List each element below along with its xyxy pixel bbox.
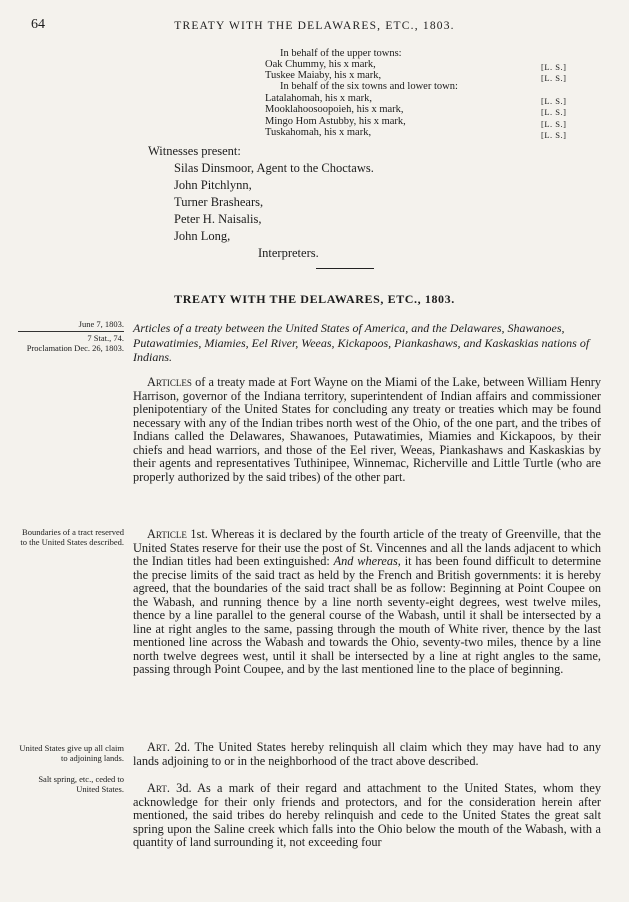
- margin-note-relinquish: United States give up all claim to adjoining lands.: [19, 743, 124, 763]
- signatory: Mingo Hom Astubby, his x mark,: [265, 116, 406, 127]
- statute-citation: 7 Stat., 74.: [87, 333, 124, 343]
- article-1-lead: Article: [147, 527, 187, 541]
- treaty-description: Articles of a treaty between the United States of America, and the Delawares, Shawanoes, Putawatimies, Miamies, Eel River, Weeas, Kickapoos, Piankashaws, and Kaskaskias nations of Indians.: [133, 321, 590, 364]
- seal-mark: [L. S.]: [541, 73, 567, 83]
- article-1-text: 1st. Whereas it is declared by the fourth article of the treaty of Greenville, that the United States reserve for their use the post of St. Vincennes and all the lands adjacent to which the Indian titles had been extinguished:: [133, 527, 601, 568]
- witnesses-label: Witnesses present:: [148, 144, 241, 158]
- margin-rule: [18, 331, 124, 332]
- seal-mark: [L. S.]: [541, 96, 567, 106]
- signatory: Tuskee Maiaby, his x mark,: [265, 70, 382, 81]
- margin-note-salt: Salt spring, etc., ceded to United States.: [38, 774, 124, 794]
- preamble-lead: Articles: [147, 375, 192, 389]
- signatory: Tuskahomah, his x mark,: [265, 127, 372, 138]
- article-2-paragraph: [133, 741, 601, 768]
- treaty-title: TREATY WITH THE DELAWARES, ETC., 1803.: [174, 292, 455, 306]
- article-1-text-cont: it has been found difficult to determine the precise limits of the said tract as held by the French and British governments: it is hereby agreed, that the boundaries of the said tract shall be as follow: Beginning at Point Coupee on the Wabash, and running thence by a line north seventy-eight degrees, west twelve miles, thence by a line parallel to the general course of the Wabash, until it shall be intersected by a line at right angles to the same, passing through the mouth of White river, thence by the last mentioned line across the Wabash and towards the Ohio, seventy-two miles, thence by a line north twelve degrees west, until it shall be intersected by a line at right angles to the same, passing through Point Coupee, and by the last mentioned line to the place of beginning.: [133, 554, 601, 676]
- seal-mark: [L. S.]: [541, 107, 567, 117]
- margin-note-boundaries: Boundaries of a tract reserved to the United States described.: [20, 527, 124, 547]
- preamble-text: of a treaty made at Fort Wayne on the Miami of the Lake, between William Henry Harrison, governor of the Indiana territory, superintendent of Indian affairs and commissioner plenipotentiary of the United States for concluding any treaty or treaties which may be found necessary with any of the Indian tribes north west of the Ohio, of the one part, and the tribes of Indians called the Delawares, Shawanoes, Putawatimies, Miamies and Kickapoos, by their chiefs and head warriors, and those of the Eel river, Weeas, Piankashaws and Kaskaskias by their agents and representatives Tuthinipee, Winnemac, Richerville and Little Turtle (who are properly authorized by the said tribes) of the other part.: [133, 375, 601, 484]
- proclamation-date: Proclamation Dec. 26, 1803.: [26, 343, 124, 353]
- preamble-paragraph: [133, 376, 601, 484]
- article-3-paragraph: [133, 782, 601, 850]
- signatory-heading: In behalf of the upper towns:: [280, 48, 402, 59]
- signatory: Latalahomah, his x mark,: [265, 93, 373, 104]
- witness-role: Interpreters.: [258, 246, 319, 260]
- treaty-date: June 7, 1803.: [78, 319, 124, 329]
- running-title: TREATY WITH THE DELAWARES, ETC., 1803.: [174, 20, 455, 32]
- seal-mark: [L. S.]: [541, 62, 567, 72]
- witness-name: Silas Dinsmoor, Agent to the Choctaws.: [174, 161, 374, 175]
- witness-name: Peter H. Naisalis,: [174, 212, 262, 226]
- article-3-lead: Art.: [147, 781, 170, 795]
- seal-mark: [L. S.]: [541, 130, 567, 140]
- signatory: Mooklahoosoopoieh, his x mark,: [265, 104, 404, 115]
- witness-name: John Pitchlynn,: [174, 178, 252, 192]
- witness-name: Turner Brashears,: [174, 195, 264, 209]
- witness-name: John Long,: [174, 229, 231, 243]
- article-1-paragraph: [133, 528, 601, 677]
- page-number: 64: [31, 17, 45, 32]
- article-1-italic: And whereas,: [333, 554, 401, 568]
- seal-mark: [L. S.]: [541, 119, 567, 129]
- article-3-text: 3d. As a mark of their regard and attachment to the United States, whom they acknowledge for their only friends and protectors, and for the consideration herein after mentioned, the said tribes do hereby relinquish and cede to the United States the great salt spring upon the Saline creek which falls into the Ohio below the mouth of the Wabash, with a quantity of land surrounding it, not exceeding four: [133, 781, 601, 849]
- signatory-heading: In behalf of the six towns and lower town:: [280, 81, 458, 92]
- section-divider: [316, 268, 374, 269]
- article-2-text: 2d. The United States hereby relinquish all claim which they may have had to any lands adjoining to or in the neighborhood of the tract above described.: [133, 740, 601, 768]
- signatory: Oak Chummy, his x mark,: [265, 59, 376, 70]
- article-2-lead: Art.: [147, 740, 170, 754]
